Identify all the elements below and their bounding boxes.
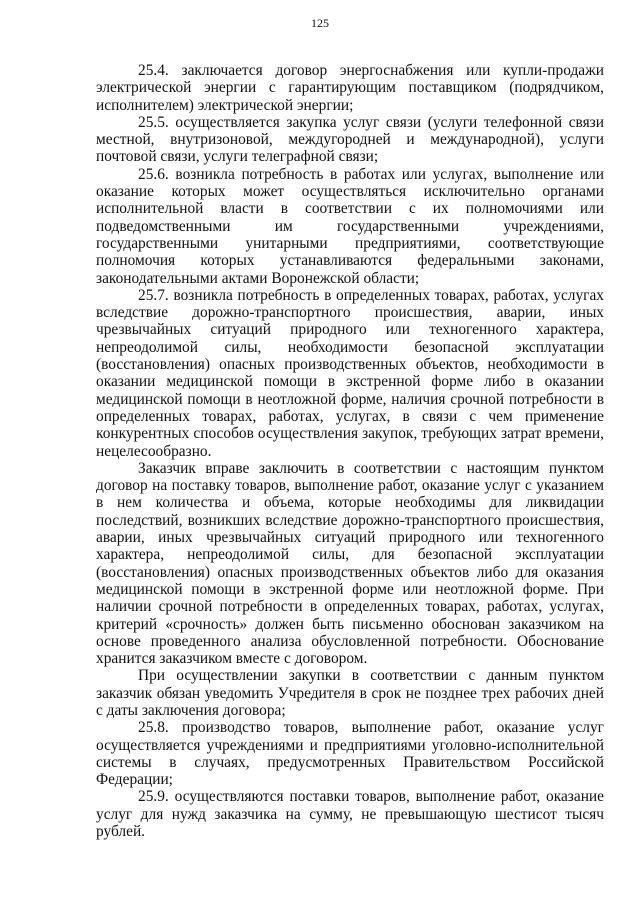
paragraph-25-9: 25.9. осуществляются поставки товаров, выполнение работ, оказание услуг для нужд заказчика на сумму, не превышающую шестисот тысяч рублей.	[96, 788, 604, 841]
paragraph-25-8: 25.8. производство товаров, выполнение работ, оказание услуг осуществляется учреждениями и предприятиями уголовно-исполнительной системы в случаях, предусмотренных Правительством Российской Федерации;	[96, 719, 604, 789]
page-number: 125	[311, 16, 329, 30]
paragraph-25-5: 25.5. осуществляется закупка услуг связи (услуги телефонной связи местной, внутризоновой, междугородней и международной), услуги почтовой связи, услуги телеграфной связи;	[96, 113, 604, 166]
paragraph-25-7: 25.7. возникла потребность в определенных товарах, работах, услугах вследствие дорожно-транспортного происшествия, аварии, иных чрезвычайных ситуаций природного или техногенного характера, непреодолимой силы, необходимости безопасной эксплуатации (восстановления) опасных производственных объектов, необходимости в оказании медицинской помощи в экстренной форме либо в оказании медицинской помощи в неотложной форме, наличия срочной потребности в определенных товарах, работах, услугах, в связи с чем применение конкурентных способов осуществления закупок, требующих затрат времени, нецелесообразно.	[96, 286, 604, 460]
paragraph-25-7-notification: При осуществлении закупки в соответствии с данным пунктом заказчик обязан уведомить Учредителя в срок не позднее трех рабочих дней с даты заключения договора;	[96, 667, 604, 719]
paragraph-25-6: 25.6. возникла потребность в работах или услугах, выполнение или оказание которых может осуществляться исключительно органами исполнительной власти в соответствии с их полномочиями или подведомственными им государственными учреждениями, государственными унитарными предприятиями, соответствующие полномочия которых устанавливаются федеральными законами, законодательными актами Воронежской области;	[96, 165, 604, 287]
paragraph-25-4: 25.4. заключается договор энергоснабжения или купли-продажи электрической энергии с гарантирующим поставщиком (подрядчиком, исполнителем) электрической энергии;	[96, 62, 604, 114]
document-body	[96, 62, 604, 840]
paragraph-25-7-customer-right: Заказчик вправе заключить в соответствии с настоящим пунктом договор на поставку товаров, выполнение работ, оказание услуг с указанием в нем количества и объема, которые необходимы для ликвидации последствий, возникших вследствие дорожно-транспортного происшествия, аварии, иных чрезвычайных ситуаций природного или техногенного характера, непреодолимой силы, для безопасной эксплуатации (восстановления) опасных производственных объектов либо для оказания медицинской помощи в экстренной форме или неотложной форме. При наличии срочной потребности в определенных товарах, работах, услугах, критерий «срочность» должен быть письменно обоснован заказчиком на основе проведенного анализа обусловленной потребности. Обоснование хранится заказчиком вместе с договором.	[96, 459, 604, 668]
